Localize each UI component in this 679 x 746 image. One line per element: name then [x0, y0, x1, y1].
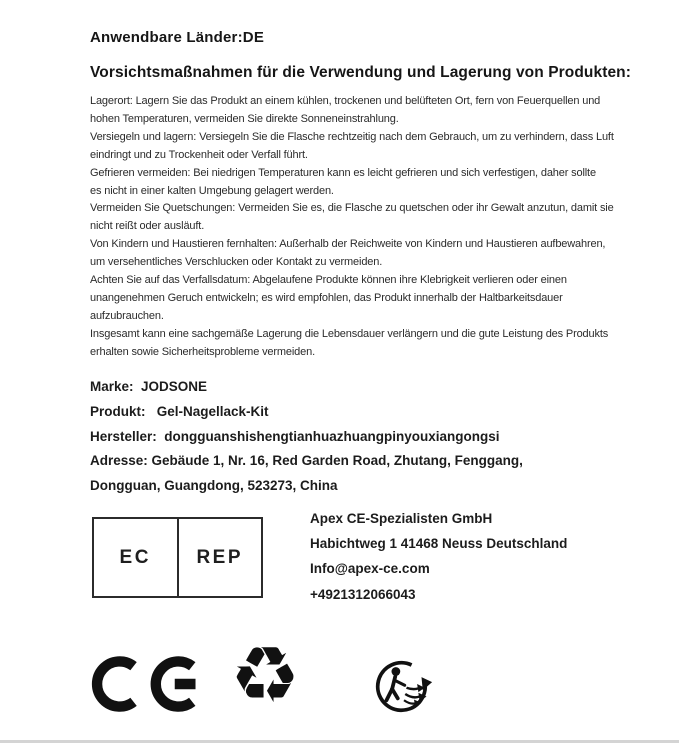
representative-address: Habichtweg 1 41468 Neuss Deutschland [310, 536, 568, 552]
precautions-line: hohen Temperaturen, vermeiden Sie direkte Sonneneinstrahlung. [90, 112, 399, 125]
precautions-line: eindringt und zu Trockenheit oder Verfall führt. [90, 148, 308, 161]
manufacturer-line: Hersteller: dongguanshishengtianhuazhuangpinyouxiangongsi [90, 428, 500, 444]
precautions-line: Gefrieren vermeiden: Bei niedrigen Temperaturen kann es leicht gefrieren und sich verfestigen, daher sollte [90, 166, 596, 179]
product-line: Produkt: Gel-Nagellack-Kit [90, 403, 269, 419]
precautions-line: es nicht in einer kalten Umgebung gelagert werden. [90, 184, 334, 197]
product-info [90, 375, 523, 499]
precautions-line: Vermeiden Sie Quetschungen: Vermeiden Sie es, die Flasche zu quetschen oder ihr Gewalt anzutun, damit sie [90, 202, 614, 215]
precautions-line: Von Kindern und Haustieren fernhalten: Außerhalb der Reichweite von Kindern und Haustieren aufbewahren, [90, 238, 606, 251]
ce-mark-icon [90, 656, 208, 712]
precautions-line: Achten Sie auf das Verfallsdatum: Abgelaufene Produkte können ihre Klebrigkeit verlieren oder einen [90, 274, 567, 287]
applicable-countries-heading: Anwendbare Länder:DE [90, 29, 265, 46]
precautions-line: Lagerort: Lagern Sie das Produkt an einem kühlen, trockenen und belüfteten Ort, fern von Feuerquellen und [90, 95, 601, 107]
triman-icon [374, 658, 444, 715]
precautions-line: Insgesamt kann eine sachgemäße Lagerung die Lebensdauer verlängern und die gute Leistung des Produkts [90, 327, 609, 340]
recycling-icon: ♻ [230, 631, 300, 721]
precautions-line: Versiegeln und lagern: Versiegeln Sie die Flasche rechtzeitig nach dem Gebrauch, um zu verhindern, dass Luft [90, 130, 614, 143]
representative-email: Info@apex-ce.com [310, 561, 430, 577]
representative-company: Apex CE-Spezialisten GmbH [310, 511, 493, 526]
precautions-heading: Vorsichtsmaßnahmen für die Verwendung und Lagerung von Produkten: [90, 64, 632, 81]
ec-rep-symbol [92, 517, 263, 598]
manufacturer-address-line1: Adresse: Gebäude 1, Nr. 16, Red Garden Road, Zhutang, Fenggang, [90, 453, 523, 469]
eu-representative-info [310, 506, 567, 607]
representative-phone: +4921312066043 [310, 586, 416, 602]
page-edge-line [0, 740, 679, 743]
precautions-text [90, 93, 614, 362]
manufacturer-address-line2: Dongguan, Guangdong, 523273, China [90, 478, 338, 494]
precautions-line: aufzubrauchen. [90, 309, 164, 322]
ec-rep-ec-label: EC [119, 546, 151, 568]
precautions-line: unangenehmen Geruch entwickeln; es wird empfohlen, das Produkt innerhalb der Haltbarkeitsdauer [90, 291, 563, 304]
precautions-line: nicht reißt oder ausläuft. [90, 220, 205, 233]
precautions-line: erhalten sowie Sicherheitsprobleme vermeiden. [90, 345, 315, 358]
brand-line: Marke: JODSONE [90, 379, 208, 394]
compliance-symbols-row [0, 630, 679, 740]
ec-rep-rep-label: REP [177, 519, 262, 596]
precautions-line: um versehentliches Verschlucken oder Kontakt zu vermeiden. [90, 256, 383, 269]
